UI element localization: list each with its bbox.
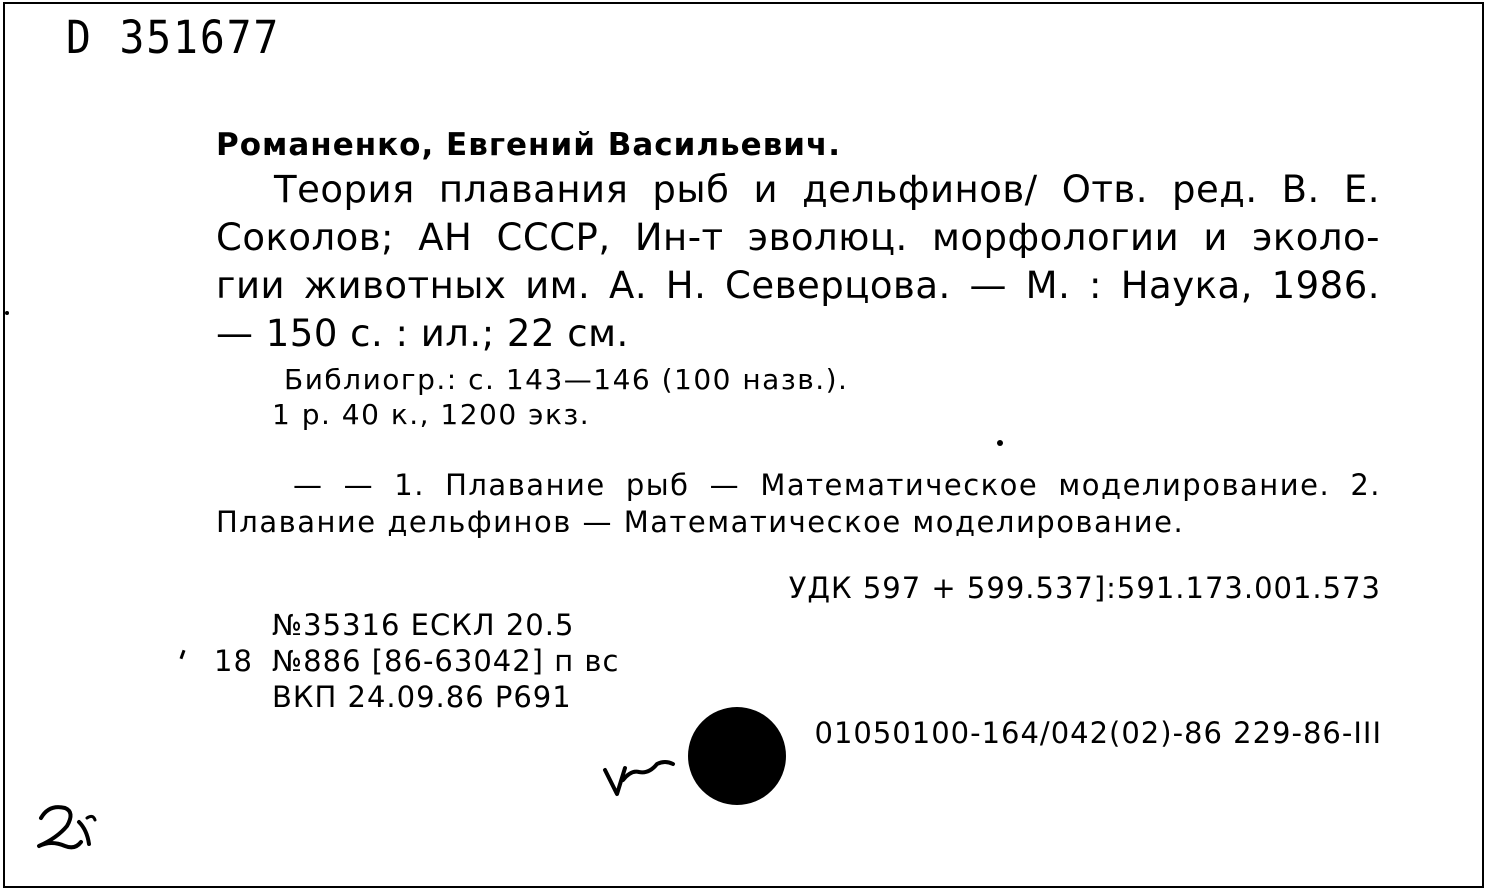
notes-block xyxy=(272,362,848,432)
handwritten-numeral-mark xyxy=(31,800,101,856)
call-number: D 351677 xyxy=(66,11,281,64)
udc-classification: УДК 597 + 599.537]:591.173.001.573 xyxy=(788,571,1381,605)
control-line: №35316 ЕСКЛ 20.5 xyxy=(272,608,575,642)
subject-line: Плавание дельфинов — Математическое моделирование. xyxy=(216,505,1185,539)
author-heading: Романенко, Евгений Васильевич. xyxy=(216,127,842,163)
title-line: гии животных им. А. Н. Северцова. — М. : Наука, 1986. xyxy=(216,264,1380,307)
title-line: Теория плавания рыб и дельфинов/ Отв. ред. В. Е. xyxy=(274,168,1380,211)
subject-line: — — 1. Плавание рыб — Математическое моделирование. 2. xyxy=(293,468,1381,502)
control-row xyxy=(214,679,619,715)
punch-hole xyxy=(688,707,786,805)
control-row xyxy=(214,607,619,643)
control-row xyxy=(214,643,619,679)
handwritten-check-mark xyxy=(601,750,681,800)
price-code: 01050100-164/042(02)-86 229-86-III xyxy=(814,716,1382,750)
control-line: ВКП 24.09.86 Р691 xyxy=(272,680,572,714)
title-line: Соколов; АН СССР, Ин-т эволюц. морфологии и эколо- xyxy=(216,216,1380,259)
control-numbers xyxy=(214,607,619,715)
price-copies-note: 1 р. 40 к., 1200 экз. xyxy=(272,398,591,431)
speck-mark xyxy=(997,440,1003,446)
speck-mark xyxy=(5,311,9,315)
title-line: — 150 с. : ил.; 22 см. xyxy=(216,312,629,355)
control-line: №886 [86-63042] п вс xyxy=(272,644,620,678)
subject-headings xyxy=(216,467,1381,541)
bibliography-note: Библиогр.: с. 143—146 (100 назв.). xyxy=(284,363,849,396)
tick-mark xyxy=(180,650,186,659)
title-description xyxy=(216,166,1380,358)
control-prefix: 18 xyxy=(214,644,253,678)
